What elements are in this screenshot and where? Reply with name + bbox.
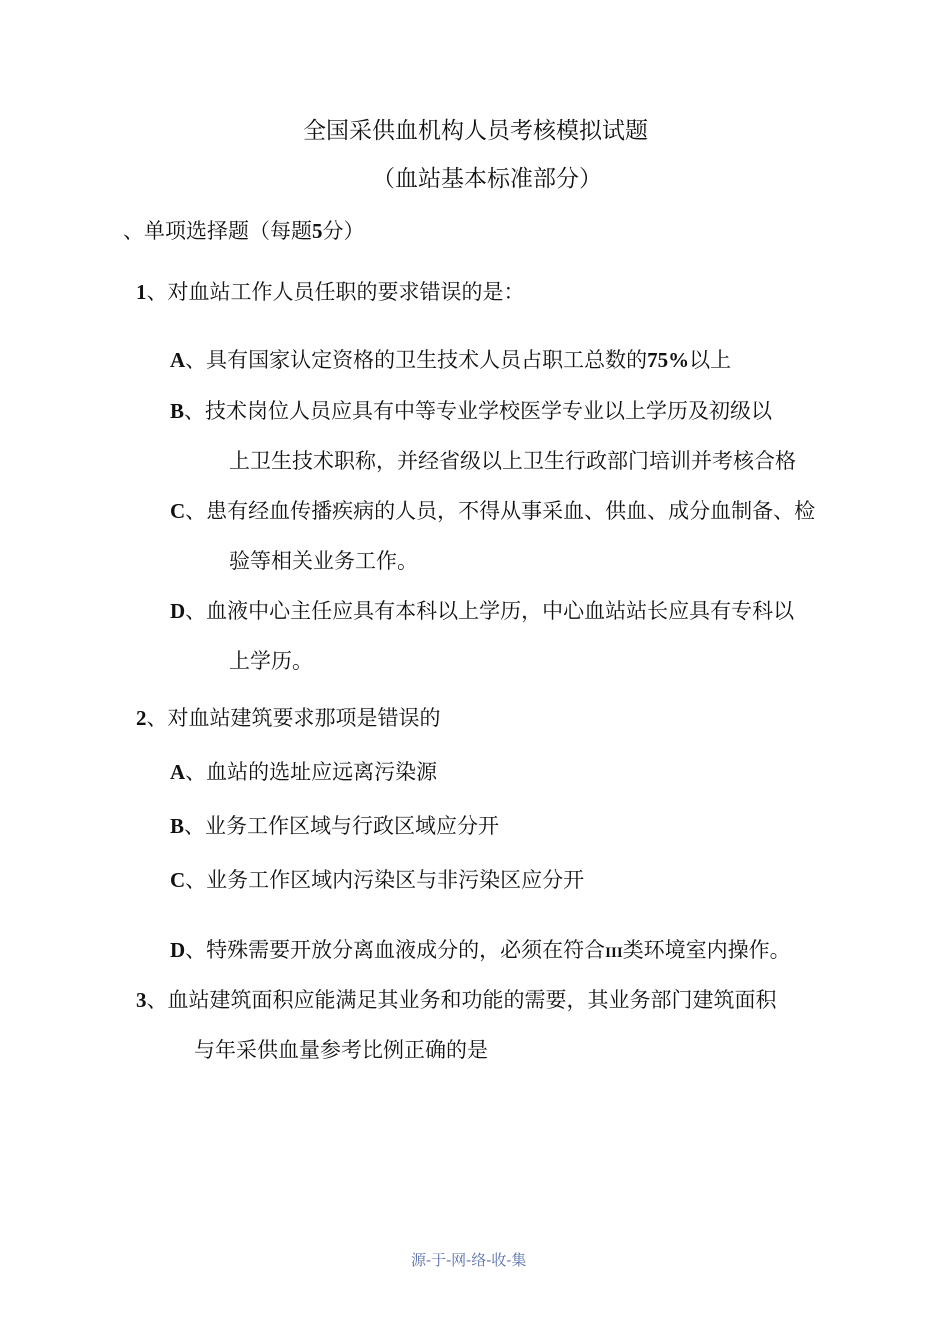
footer-source-note: 源-于-网-络-收-集 [411, 1251, 527, 1269]
q1-option-c: C、患有经血传播疾病的人员，不得从事采血、供血、成分血制备、检 [170, 499, 816, 523]
q1-option-d: D、血液中心主任应具有本科以上学历，中心血站站长应具有专科以 [170, 599, 795, 623]
question-2: 2、对血站建筑要求那项是错误的 [136, 706, 441, 730]
question-3-continued: 与年采供血量参考比例正确的是 [194, 1038, 488, 1062]
q1-option-b: B、技术岗位人员应具有中等专业学校医学专业以上学历及初级以 [170, 399, 773, 423]
question-3: 3、血站建筑面积应能满足其业务和功能的需要，其业务部门建筑面积 [136, 988, 777, 1012]
q2-option-c: C、业务工作区域内污染区与非污染区应分开 [170, 868, 585, 892]
q2-option-b: B、业务工作区域与行政区域应分开 [170, 814, 500, 838]
section-heading: 、单项选择题（每题5分） [123, 219, 365, 243]
q1-option-c-continued: 验等相关业务工作。 [229, 549, 418, 573]
q1-option-b-continued: 上卫生技术职称，并经省级以上卫生行政部门培训并考核合格 [229, 449, 796, 473]
document-subtitle: （血站基本标准部分） [372, 166, 602, 192]
q1-option-a: A、具有国家认定资格的卫生技术人员占职工总数的75%以上 [170, 348, 732, 372]
q1-option-d-continued: 上学历。 [229, 649, 313, 673]
document-title: 全国采供血机构人员考核模拟试题 [303, 118, 648, 144]
question-1: 1、对血站工作人员任职的要求错误的是： [136, 280, 525, 304]
q2-option-a: A、血站的选址应远离污染源 [170, 760, 438, 784]
q2-option-d: D、特殊需要开放分离血液成分的，必须在符合III类环境室内操作。 [170, 938, 791, 962]
